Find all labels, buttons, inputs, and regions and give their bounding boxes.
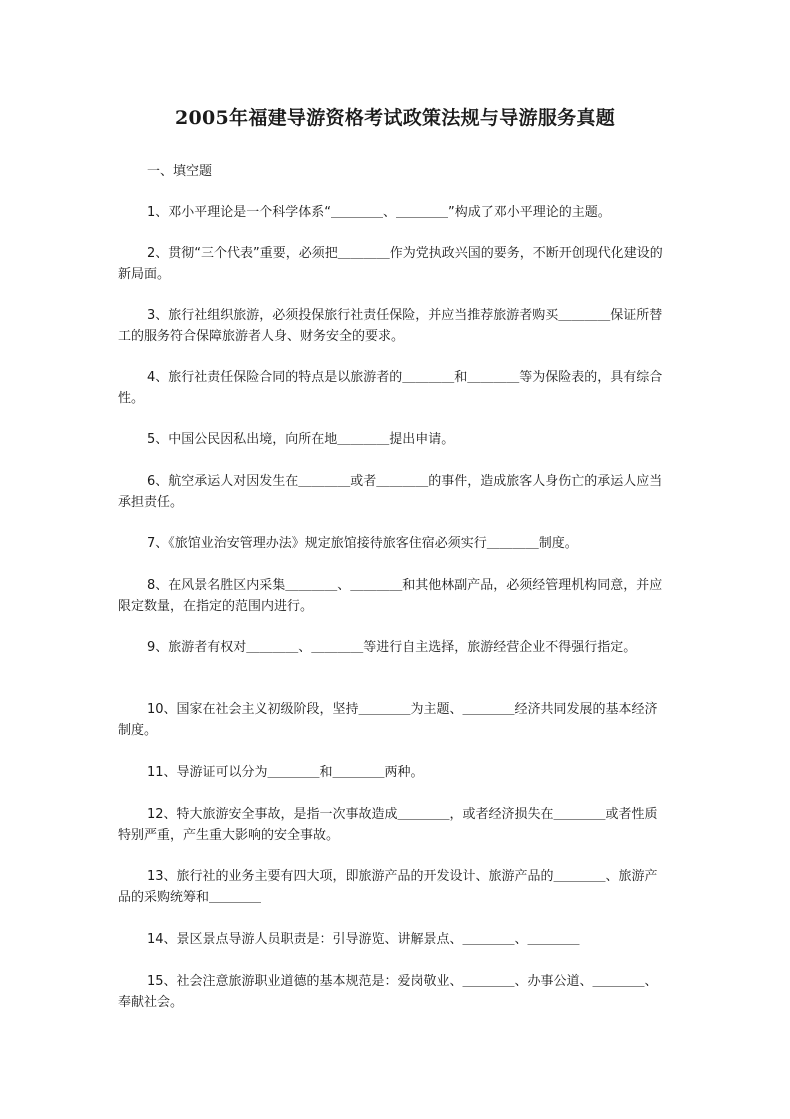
question-13: 13、旅行社的业务主要有四大项，即旅游产品的开发设计、旅游产品的＿＿＿＿、旅游产品的采购统筹和＿＿＿＿ [118, 869, 658, 905]
question-3: 3、旅行社组织旅游，必须投保旅行社责任保险，并应当推荐旅游者购买＿＿＿＿保证所替工的服务符合保障旅游者人身、财务安全的要求。 [118, 308, 663, 344]
question-14: 14、景区景点导游人员职责是：引导游览、讲解景点、＿＿＿＿、＿＿＿＿ [147, 932, 580, 947]
question-5: 5、中国公民因私出境，向所在地＿＿＿＿提出申请。 [147, 432, 455, 447]
question-12: 12、特大旅游安全事故，是指一次事故造成＿＿＿＿，或者经济损失在＿＿＿＿或者性质特别严重，产生重大影响的安全事故。 [118, 807, 658, 843]
question-9: 9、旅游者有权对＿＿＿＿、＿＿＿＿等进行自主选择，旅游经营企业不得强行指定。 [147, 640, 637, 655]
question-11: 11、导游证可以分为＿＿＿＿和＿＿＿＿两种。 [147, 765, 424, 780]
question-1: 1、邓小平理论是一个科学体系“＿＿＿＿、＿＿＿＿”构成了邓小平理论的主题。 [147, 205, 611, 220]
question-10: 10、国家在社会主义初级阶段，坚持＿＿＿＿为主题、＿＿＿＿经济共同发展的基本经济制度。 [118, 702, 658, 738]
question-4: 4、旅行社责任保险合同的特点是以旅游者的＿＿＿＿和＿＿＿＿等为保险表的，具有综合性。 [118, 370, 663, 406]
question-15: 15、社会注意旅游职业道德的基本规范是：爱岗敬业、＿＿＿＿、办事公道、＿＿＿＿、奉献社会。 [118, 974, 658, 1010]
document-title: 2005年福建导游资格考试政策法规与导游服务真题 [174, 107, 616, 129]
question-2: 2、贯彻“三个代表”重要，必须把＿＿＿＿作为党执政兴国的要务，不断开创现代化建设的新局面。 [118, 246, 663, 282]
question-8: 8、在风景名胜区内采集＿＿＿＿、＿＿＿＿和其他林副产品，必须经管理机构同意，并应限定数量，在指定的范围内进行。 [118, 578, 663, 614]
question-6: 6、航空承运人对因发生在＿＿＿＿或者＿＿＿＿的事件，造成旅客人身伤亡的承运人应当承担责任。 [118, 474, 663, 510]
question-7: 7、《旅馆业治安管理办法》规定旅馆接待旅客住宿必须实行＿＿＿＿制度。 [147, 536, 578, 551]
section-heading: 一、填空题 [147, 164, 213, 179]
